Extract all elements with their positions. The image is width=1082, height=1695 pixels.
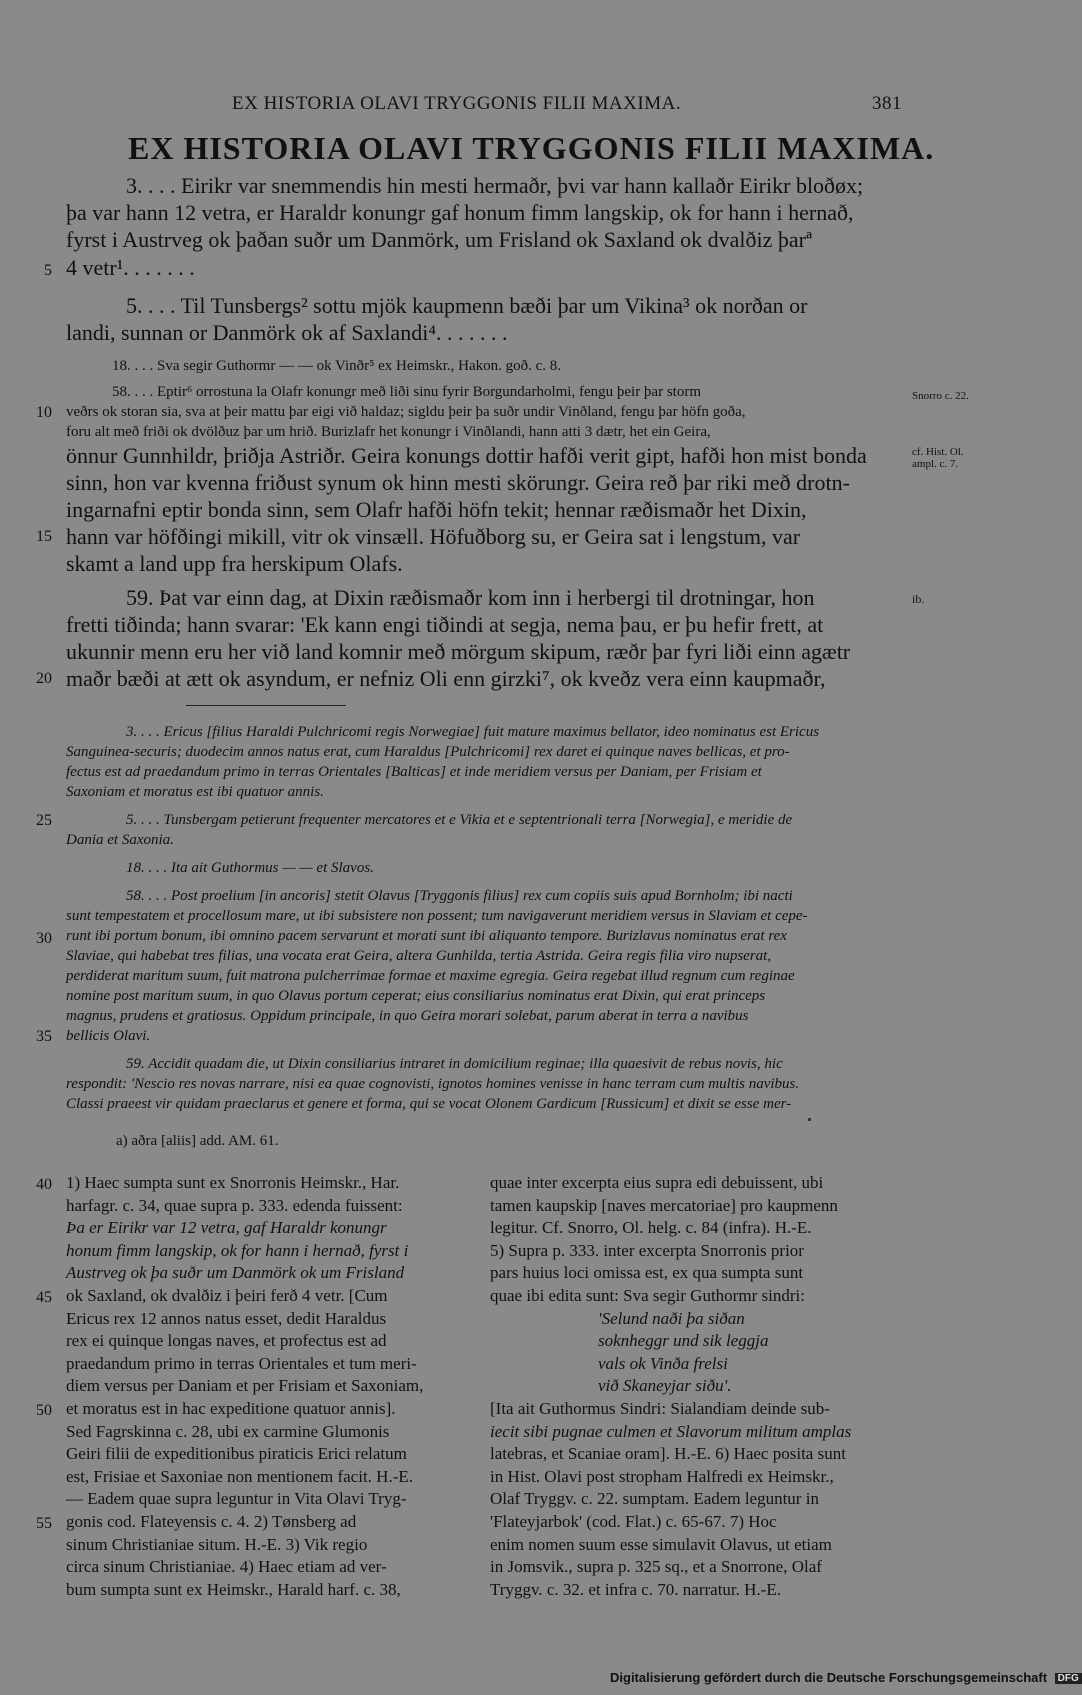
note-line: iecit sibi pugnae culmen et Slavorum militum amplas	[490, 1421, 852, 1441]
line-number: 10	[36, 404, 52, 421]
note-line: circa sinum Christianiae. 4) Haec etiam ad ver-	[66, 1557, 387, 1577]
translation-line: Sanguinea-securis; duodecim annos natus erat, cum Haraldus [Pulchricomi] rex daret ei quinque naves bellicas, et pro-	[66, 744, 790, 760]
note-line: Austrveg ok þa suðr um Danmörk ok um Frisland	[66, 1263, 405, 1283]
note-line: in Hist. Olavi post stropham Halfredi ex Heimskr.,	[490, 1466, 834, 1486]
note-line: latebras, et Scaniae oram]. H.-E. 6) Haec posita sunt	[490, 1444, 846, 1464]
translation-line: Saxoniam et moratus est ibi quatuor annis.	[66, 784, 324, 800]
note-line: Þa er Eirikr var 12 vetra, gaf Haraldr konungr	[66, 1218, 387, 1238]
note-line: [Ita ait Guthormus Sindri: Sialandiam deinde sub-	[490, 1398, 830, 1418]
line-number: 55	[36, 1515, 52, 1532]
margin-note: cf. Hist. Ol. ampl. c. 7.	[912, 446, 964, 470]
line-number: 20	[36, 670, 52, 687]
line-number: 5	[44, 262, 52, 279]
speck	[808, 1118, 811, 1121]
note-line: quae ibi edita sunt: Sva segir Guthormr sindri:	[490, 1285, 805, 1305]
note-line: et moratus est in hac expeditione quatuor annis].	[66, 1398, 396, 1418]
notes-column-left	[66, 1172, 480, 1601]
text-line: fretti tiðinda; hann svarar: 'Ek kann engi tiðindi at segja, nema þau, er þu hefir frett, at	[66, 612, 824, 637]
page-number: 381	[872, 93, 902, 114]
note-line: legitur. Cf. Snorro, Ol. helg. c. 84 (infra). H.-E.	[490, 1218, 812, 1238]
text-line: fyrst i Austrveg ok þaðan suðr um Danmörk, um Frisland ok Saxland ok dvalðiz þarª	[66, 227, 813, 252]
translation-line: nomine post maritum suum, in quo Olavus portum ceperat; eius consiliarius nominatus erat Dixin, qui erat princeps	[66, 988, 766, 1004]
translation-line: bellicis Olavi.	[66, 1028, 151, 1044]
note-line: tamen kaupskip [naves mercatoriae] pro kaupmenn	[490, 1195, 838, 1215]
note-line: 'Flateyjarbok' (cod. Flat.) c. 65-67. 7) Hoc	[490, 1511, 777, 1531]
translation-line: 3. . . . Ericus [filius Haraldi Pulchricomi regis Norwegiae] fuit mature maximus bellator, ideo nominatus est Ericus	[126, 724, 820, 740]
text-line: 58. . . . Eptir⁶ orrostuna la Olafr konungr með liði sinu fyrir Borgundarholmi, fengu þeir þar storm	[112, 384, 702, 400]
digitization-credit	[610, 1670, 1082, 1685]
note-line: — Eadem quae supra leguntur in Vita Olavi Tryg-	[66, 1489, 407, 1509]
line-number: 40	[36, 1176, 52, 1193]
line-number: 35	[36, 1028, 52, 1045]
line-number: 25	[36, 812, 52, 829]
note-line: praedandum primo in terras Orientales et tum meri-	[66, 1353, 417, 1373]
note-line: diem versus per Daniam et per Frisiam et Saxoniam,	[66, 1376, 424, 1396]
translation-line: perdiderat maritum suum, fuit matrona pulcherrimae formae et maxime egregia. Geira regebat illud regnum cum reginae	[66, 968, 795, 984]
apparatus-note: a) aðra [aliis] add. AM. 61.	[116, 1133, 279, 1149]
note-line: Tryggv. c. 32. et infra c. 70. narratur. H.-E.	[490, 1579, 781, 1599]
separator-rule	[186, 705, 346, 706]
note-line: quae inter excerpta eius supra edi debuissent, ubi	[490, 1173, 824, 1192]
text-line: maðr bæði at ætt ok asyndum, er nefniz Oli enn girzki⁷, ok kveðz vera einn kaupmaðr,	[66, 666, 826, 691]
note-line: in Jomsvik., supra p. 325 sq., et a Snorrone, Olaf	[490, 1557, 822, 1577]
translation-line: Slaviae, qui habebat tres filias, una vocata erat Geira, altera Gunhilda, tertia Astrida. Geira regis filia viro nupserat,	[66, 948, 772, 964]
line-number: 30	[36, 930, 52, 947]
translation-line: 58. . . . Post proelium [in ancoris] stetit Olavus [Tryggonis filius] rex cum copiis suis apud Bornholm; ibi nacti	[126, 888, 793, 904]
text-line: önnur Gunnhildr, þriðja Astriðr. Geira konungs dottir hafði verit gipt, hafði hon mist bonda	[66, 443, 867, 468]
verse-line: vals ok Vinða frelsi	[598, 1353, 728, 1373]
translation-line: 59. Accidit quadam die, ut Dixin consiliarius intraret in domicilium reginae; illa quaesivit de rebus novis, hic	[126, 1056, 783, 1072]
translation-line: sunt tempestatem et procellosum mare, ut ibi subsistere non possent; tum navigaverunt meridiem versus in Slaviam et cepe-	[66, 908, 808, 924]
translation-line: 18. . . . Ita ait Guthormus — — et Slavos.	[126, 860, 374, 876]
text-line: ukunnir menn eru her við land komnir með mörgum skipum, ræðr þar fyri liði einn agætr	[66, 639, 851, 664]
note-line: 5) Supra p. 333. inter excerpta Snorronis prior	[490, 1240, 804, 1260]
text-line: sinn, hon var kvenna friðust synum ok hinn mesti skörungr. Geira reð þar riki með drotn-	[66, 470, 850, 495]
note-line: sinum Christianiae situm. H.-E. 3) Vik regio	[66, 1534, 368, 1554]
translation-line: fectus est ad praedandum primo in terras Orientales [Balticas] et inde meridiem versus per Daniam, per Frisiam et	[66, 764, 762, 780]
text-line: veðrs ok storan sia, sva at þeir mattu þar eigi við haldaz; sigldu þeir þa suðr undir Vinðland, fengu þar höfn goða,	[66, 404, 746, 420]
text-line: þa var hann 12 vetra, er Haraldr konungr gaf honum fimm langskip, ok for hann i hernað,	[66, 200, 854, 225]
translation-line: magnus, prudens et gratiosus. Oppidum principale, in quo Geira morari solebat, parum aberat in terra a navibus	[66, 1008, 749, 1024]
translation-line: Classi praeest vir quidam praeclarus et genere et forma, qui se vocat Olonem Gardicum [Russicum] et dixit se esse mer-	[66, 1096, 792, 1112]
text-line: 18. . . . Sva segir Guthormr — — ok Vinðr⁵ ex Heimskr., Hakon. goð. c. 8.	[112, 358, 562, 374]
line-number: 15	[36, 528, 52, 545]
running-head-title: EX HISTORIA OLAVI TRYGGONIS FILII MAXIMA.	[232, 93, 682, 114]
translation-line: Dania et Saxonia.	[66, 832, 174, 848]
line-number: 45	[36, 1289, 52, 1306]
translation-line: 5. . . . Tunsbergam petierunt frequenter mercatores et e Vikia et e septentrionali terra [Norwegia], e meridie de	[126, 812, 793, 828]
note-line: gonis cod. Flateyensis c. 4. 2) Tønsberg ad	[66, 1511, 357, 1531]
translation-line: respondit: 'Nescio res novas narrare, nisi ea quae cognovisti, ignotos homines venisse in hanc terram cum multis navibus.	[66, 1076, 800, 1092]
notes-column-right	[490, 1172, 900, 1601]
text-line: 3. . . . Eirikr var snemmendis hin mesti hermaðr, þvi var hann kallaðr Eirikr bloðøx;	[126, 173, 864, 198]
note-line: bum sumpta sunt ex Heimskr., Harald harf. c. 38,	[66, 1579, 401, 1599]
note-line: Sed Fagrskinna c. 28, ubi ex carmine Glumonis	[66, 1421, 390, 1441]
note-line: Olaf Tryggv. c. 22. sumptam. Eadem leguntur in	[490, 1489, 819, 1509]
text-line: foru alt með friði ok dvölðuz þar um hrið. Burizlafr het konungr i Vinðlandi, hann atti 3 dætr, het ein Geira,	[66, 424, 711, 440]
margin-note: ib.	[912, 592, 925, 606]
note-line: est, Frisiae et Saxoniae non mentionem facit. H.-E.	[66, 1466, 413, 1486]
translation-line: runt ibi portum bonum, ibi omnino pacem servarunt et morati sunt ibi aliquanto tempore. Burizlavus nominatus erat rex	[66, 928, 787, 944]
note-line: enim nomen suum esse simulavit Olavus, ut etiam	[490, 1534, 832, 1554]
note-line: Geiri filii de expeditionibus piraticis Erici relatum	[66, 1444, 407, 1464]
margin-note: Snorro c. 22.	[912, 390, 969, 402]
note-line: Ericus rex 12 annos natus esset, dedit Haraldus	[66, 1308, 387, 1328]
text-line: ingarnafni eptir bonda sinn, sem Olafr hafði höfn tekit; hennar ræðismaðr het Dixin,	[66, 497, 807, 522]
verse-line: soknheggr und sik leggja	[598, 1331, 769, 1351]
credit-text: Digitalisierung gefördert durch die Deutsche Forschungsgemeinschaft	[610, 1670, 1048, 1685]
note-line: rex ei quinque longas naves, et profectus est ad	[66, 1331, 387, 1351]
text-line: skamt a land upp fra herskipum Olafs.	[66, 551, 403, 576]
note-line: harfagr. c. 34, quae supra p. 333. edenda fuissent:	[66, 1195, 403, 1215]
note-line: 1) Haec sumpta sunt ex Snorronis Heimskr., Har.	[66, 1173, 400, 1192]
text-line: landi, sunnan or Danmörk ok af Saxlandi⁴. . . . . . .	[66, 320, 508, 345]
text-line: 4 vetr¹. . . . . . .	[66, 255, 195, 280]
note-line: honum fimm langskip, ok for hann i hernað, fyrst i	[66, 1240, 409, 1260]
text-line: hann var höfðingi mikill, vitr ok vinsæll. Höfuðborg su, er Geira sat i lengstum, var	[66, 524, 801, 549]
verse-line: við Skaneyjar siðu'.	[598, 1376, 732, 1396]
text-line: 59. Þat var einn dag, at Dixin ræðismaðr kom inn i herbergi til drotningar, hon	[126, 585, 815, 610]
line-number: 50	[36, 1402, 52, 1419]
section-title: EX HISTORIA OLAVI TRYGGONIS FILII MAXIMA.	[128, 130, 935, 166]
verse-line: 'Selund naði þa siðan	[598, 1308, 745, 1328]
dfg-logo: DFG	[1055, 1673, 1082, 1684]
note-line: pars huius loci omissa est, ex qua sumpta sunt	[490, 1263, 804, 1283]
text-line: 5. . . . Til Tunsbergs² sottu mjök kaupmenn bæði þar um Vikina³ ok norðan or	[126, 293, 808, 318]
note-line: ok Saxland, ok dvalðiz i þeiri ferð 4 vetr. [Cum	[66, 1285, 388, 1305]
